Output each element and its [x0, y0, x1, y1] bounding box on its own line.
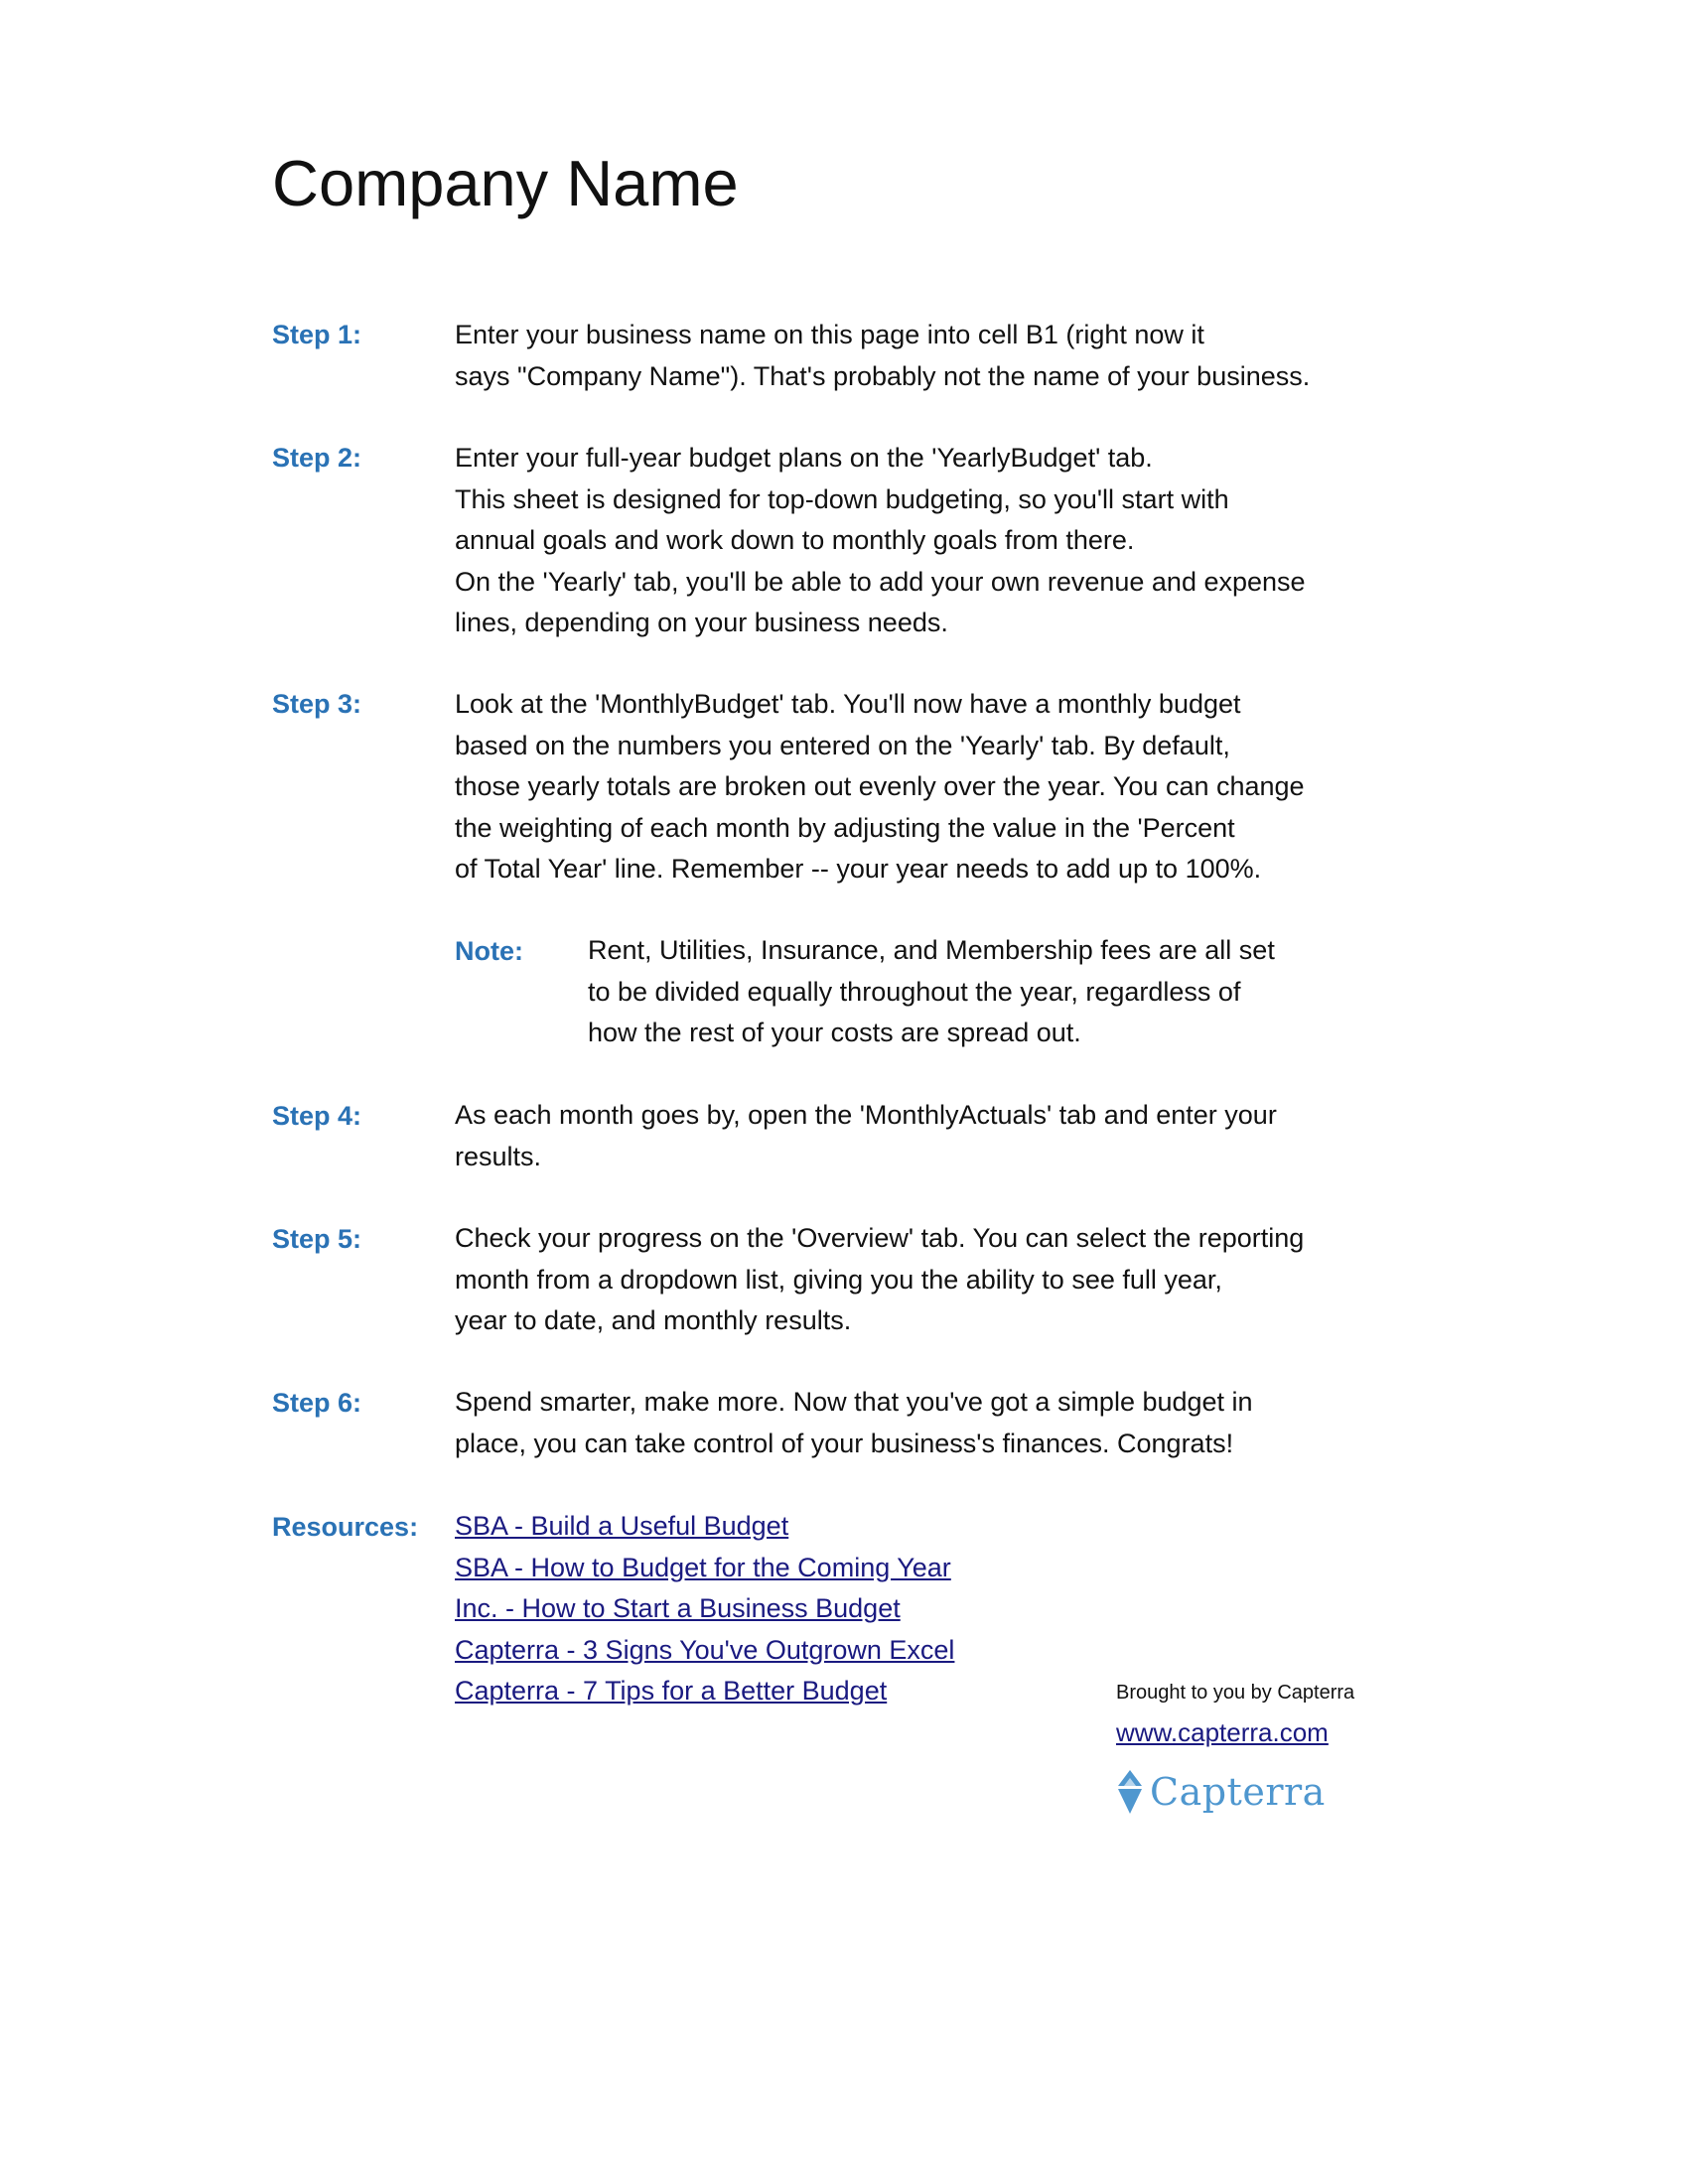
step-4-line: As each month goes by, open the 'MonthlyActuals' tab and enter your	[455, 1100, 1277, 1130]
step-1-label: Step 1:	[272, 320, 362, 349]
step-3-label: Step 3:	[272, 689, 362, 719]
resource-link-capterra-tips[interactable]: Capterra - 7 Tips for a Better Budget	[455, 1676, 888, 1706]
capterra-website-link[interactable]: www.capterra.com	[1116, 1717, 1329, 1747]
step-1-text	[455, 315, 1310, 397]
step-4-label: Step 4:	[272, 1101, 362, 1131]
step-6-label: Step 6:	[272, 1388, 362, 1418]
resource-link-inc-business-budget[interactable]: Inc. - How to Start a Business Budget	[455, 1593, 901, 1623]
step-3-line: based on the numbers you entered on the 'Yearly' tab. By default,	[455, 730, 1230, 760]
step-5-line: year to date, and monthly results.	[455, 1305, 852, 1335]
step-5-line: Check your progress on the 'Overview' tab. You can select the reporting	[455, 1223, 1305, 1253]
page-title: Company Name	[272, 147, 739, 219]
capterra-branding	[1116, 1683, 1414, 1816]
resources-links	[455, 1506, 954, 1712]
step-5-label: Step 5:	[272, 1224, 362, 1254]
step-2-line: This sheet is designed for top-down budgeting, so you'll start with	[455, 483, 1229, 514]
resource-link-sba-coming-year[interactable]: SBA - How to Budget for the Coming Year	[455, 1552, 951, 1582]
step-3-line: Look at the 'MonthlyBudget' tab. You'll now have a monthly budget	[455, 689, 1241, 719]
note-line: Rent, Utilities, Insurance, and Membership fees are all set	[588, 935, 1275, 965]
step-3-line: of Total Year' line. Remember -- your year needs to add up to 100%.	[455, 854, 1262, 884]
step-2-line: annual goals and work down to monthly goals from there.	[455, 525, 1135, 555]
resources-label: Resources:	[272, 1512, 419, 1542]
step-5-text	[455, 1218, 1304, 1342]
note-text	[588, 930, 1275, 1054]
step-2-line: On the 'Yearly' tab, you'll be able to add your own revenue and expense	[455, 566, 1306, 597]
step-1-line: says "Company Name"). That's probably not the name of your business.	[455, 360, 1311, 391]
step-6-text	[455, 1382, 1253, 1464]
step-6-line: place, you can take control of your business's finances. Congrats!	[455, 1428, 1234, 1458]
brought-by-text: Brought to you by Capterra	[1116, 1682, 1355, 1704]
step-4-line: results.	[455, 1141, 542, 1171]
step-2-line: lines, depending on your business needs.	[455, 608, 948, 637]
resource-link-sba-useful-budget[interactable]: SBA - Build a Useful Budget	[455, 1511, 789, 1541]
step-2-text	[455, 438, 1306, 644]
resource-link-capterra-outgrown-excel[interactable]: Capterra - 3 Signs You've Outgrown Excel	[455, 1634, 955, 1665]
step-4-text	[455, 1095, 1277, 1177]
capterra-logo-icon	[1116, 1768, 1144, 1816]
note-line: to be divided equally throughout the year, regardless of	[588, 976, 1241, 1007]
capterra-logo	[1116, 1768, 1414, 1816]
step-2-label: Step 2:	[272, 443, 362, 473]
step-6-line: Spend smarter, make more. Now that you've got a simple budget in	[455, 1387, 1253, 1417]
note-line: how the rest of your costs are spread out.	[588, 1018, 1081, 1047]
capterra-logo-text: Capterra	[1150, 1770, 1326, 1814]
step-3-line: the weighting of each month by adjusting the value in the 'Percent	[455, 812, 1235, 843]
note-label: Note:	[455, 936, 523, 966]
step-5-line: month from a dropdown list, giving you the ability to see full year,	[455, 1264, 1222, 1295]
step-2-line: Enter your full-year budget plans on the 'YearlyBudget' tab.	[455, 443, 1153, 473]
step-3-line: those yearly totals are broken out evenly over the year. You can change	[455, 771, 1305, 801]
step-1-line: Enter your business name on this page into cell B1 (right now it	[455, 320, 1204, 349]
step-3-text	[455, 684, 1305, 890]
